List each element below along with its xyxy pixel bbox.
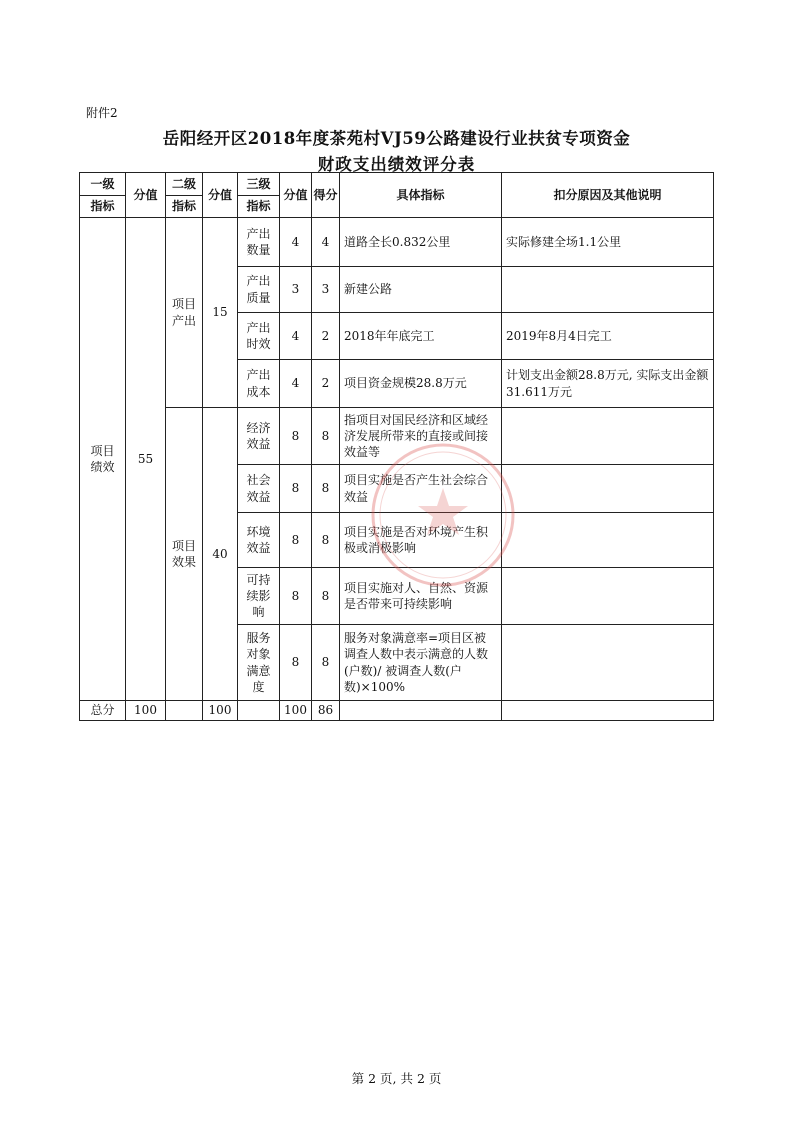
- row-score: 4: [280, 218, 312, 267]
- header-row-top: [80, 173, 714, 196]
- group-name-cell: [166, 408, 203, 701]
- row-indicator: 2018年年底完工: [340, 313, 502, 360]
- row-indicator: 新建公路: [340, 267, 502, 313]
- row-got: 8: [312, 408, 340, 465]
- row-remark: 2019年8月4日完工: [502, 313, 714, 360]
- row-got: 2: [312, 313, 340, 360]
- row-indicator: 项目实施对人、自然、资源是否带来可持续影响: [340, 568, 502, 625]
- row-got: 2: [312, 360, 340, 408]
- level3-cell: [238, 568, 280, 625]
- header-level1-top: 一级: [80, 173, 126, 196]
- row-score: 8: [280, 568, 312, 625]
- row-got: 8: [312, 625, 340, 701]
- level3-name: 产出成本: [246, 368, 271, 399]
- total-score3: 100: [280, 701, 312, 721]
- total-empty-cell: [166, 701, 203, 721]
- table-row: [80, 218, 714, 267]
- row-got: 4: [312, 218, 340, 267]
- document-title: 岳阳经开区2018年度茶苑村VJ59公路建设行业扶贫专项资金: [162, 129, 631, 148]
- row-got: 8: [312, 513, 340, 568]
- page-footer: 第 2 页, 共 2 页: [351, 1071, 442, 1086]
- row-score: 4: [280, 313, 312, 360]
- level3-name: 产出时效: [246, 320, 271, 351]
- row-remark: [502, 465, 714, 513]
- level3-name: 产出数量: [246, 226, 271, 257]
- group-score: 40: [203, 408, 238, 701]
- level3-name: 环境效益: [246, 524, 271, 555]
- level3-cell: [238, 267, 280, 313]
- header-score2: 分值: [203, 173, 238, 218]
- level3-cell: [238, 313, 280, 360]
- level3-cell: [238, 625, 280, 701]
- header-indicator: 具体指标: [340, 173, 502, 218]
- header-level2-top: 二级: [166, 173, 203, 196]
- row-remark: [502, 568, 714, 625]
- group-name: 项目产出: [171, 297, 196, 328]
- total-score2: 100: [203, 701, 238, 721]
- group-name: 项目效果: [171, 538, 196, 569]
- row-indicator: 道路全长0.832公里: [340, 218, 502, 267]
- total-label: 总分: [80, 701, 126, 721]
- row-remark: [502, 513, 714, 568]
- total-score1: 100: [126, 701, 166, 721]
- row-indicator: 指项目对国民经济和区域经济发展所带来的直接或间接效益等: [340, 408, 502, 465]
- group-name-cell: [166, 218, 203, 408]
- row-score: 8: [280, 513, 312, 568]
- row-remark: [502, 625, 714, 701]
- row-got: 3: [312, 267, 340, 313]
- level3-name: 社会效益: [246, 473, 271, 504]
- level3-cell: [238, 218, 280, 267]
- level3-cell: [238, 513, 280, 568]
- level3-cell: [238, 465, 280, 513]
- level3-name: 服务对象满意度: [246, 631, 271, 694]
- header-got: 得分: [312, 173, 340, 218]
- header-level1-bottom: 指标: [80, 196, 126, 218]
- attachment-label: 附件2: [86, 106, 118, 120]
- header-score3: 分值: [280, 173, 312, 218]
- header-level3-top: 三级: [238, 173, 280, 196]
- document-subtitle: 财政支出绩效评分表: [317, 155, 476, 174]
- level3-name: 产出质量: [246, 274, 271, 305]
- level1-name-cell: [80, 218, 126, 701]
- row-remark: [502, 267, 714, 313]
- header-level3-bottom: 指标: [238, 196, 280, 218]
- total-empty-cell: [502, 701, 714, 721]
- row-remark: 实际修建全场1.1公里: [502, 218, 714, 267]
- row-got: 8: [312, 465, 340, 513]
- level3-name: 可持续影响: [246, 572, 271, 620]
- score-table: [79, 172, 714, 721]
- row-indicator: 项目实施是否对环境产生积极或消极影响: [340, 513, 502, 568]
- row-got: 8: [312, 568, 340, 625]
- row-remark: 计划支出金额28.8万元, 实际支出金额31.611万元: [502, 360, 714, 408]
- total-empty-cell: [238, 701, 280, 721]
- group-score: 15: [203, 218, 238, 408]
- level3-cell: [238, 360, 280, 408]
- level1-score: 55: [126, 218, 166, 701]
- row-remark: [502, 408, 714, 465]
- header-level2-bottom: 指标: [166, 196, 203, 218]
- table-row: [80, 408, 714, 465]
- row-score: 8: [280, 465, 312, 513]
- row-indicator: 项目实施是否产生社会综合效益: [340, 465, 502, 513]
- level1-name: 项目绩效: [90, 443, 115, 474]
- row-score: 3: [280, 267, 312, 313]
- level3-cell: [238, 408, 280, 465]
- total-got: 86: [312, 701, 340, 721]
- row-score: 4: [280, 360, 312, 408]
- row-score: 8: [280, 408, 312, 465]
- total-empty-cell: [340, 701, 502, 721]
- row-indicator: 项目资金规模28.8万元: [340, 360, 502, 408]
- header-remark: 扣分原因及其他说明: [502, 173, 714, 218]
- header-score1: 分值: [126, 173, 166, 218]
- total-row: [80, 701, 714, 721]
- row-score: 8: [280, 625, 312, 701]
- level3-name: 经济效益: [246, 420, 271, 451]
- row-indicator: 服务对象满意率=项目区被调查人数中表示满意的人数(户数)/ 被调查人数(户数)×100%: [340, 625, 502, 701]
